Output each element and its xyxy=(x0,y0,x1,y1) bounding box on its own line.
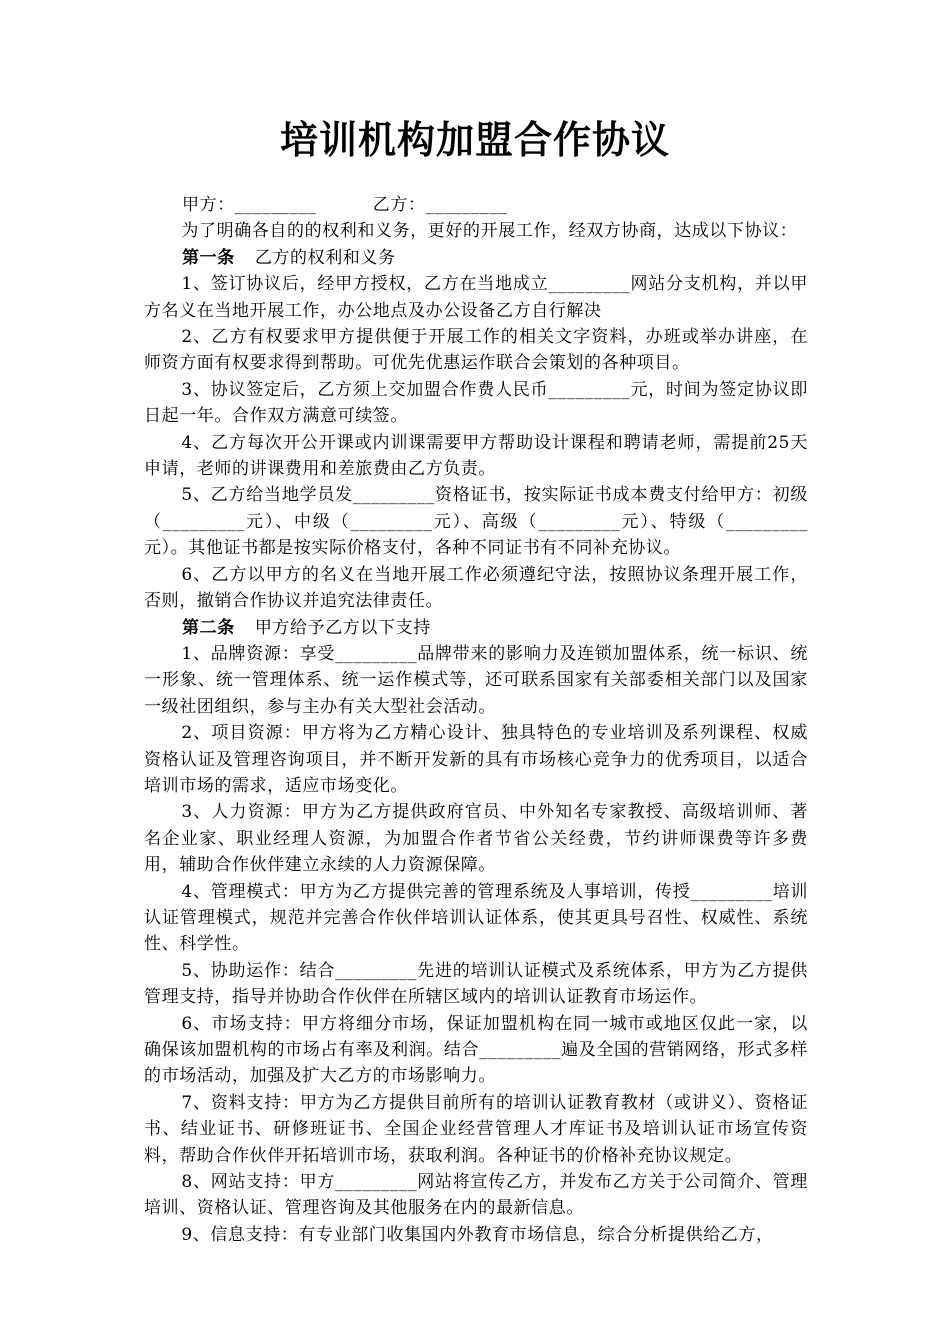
section-label: 第一条 xyxy=(182,247,235,268)
clause-paragraph: 4、管理模式：甲方为乙方提供完善的管理系统及人事培训，传授_________培训认证管理模式，规范并完善合作伙伴培训认证体系，使其更具号召性、权威性、系统性、科学性。 xyxy=(144,881,808,955)
section-heading-1 xyxy=(144,245,808,271)
document-title: 培训机构加盟合作协议 xyxy=(279,117,670,162)
clause-paragraph: 4、乙方每次开公开课或内训课需要甲方帮助设计课程和聘请老师，需提前25天申请，老师的讲课费用和差旅费由乙方负责。 xyxy=(144,432,808,480)
clause-paragraph: 2、乙方有权要求甲方提供便于开展工作的相关文字资料，办班或举办讲座，在师资方面有权要求得到帮助。可优先优惠运作联合会策划的各种项目。 xyxy=(144,327,808,374)
section-title: 乙方的权利和义务 xyxy=(254,247,396,268)
section-title: 甲方给予乙方以下支持 xyxy=(254,617,431,638)
clause-paragraph: 6、市场支持：甲方将细分市场，保证加盟机构在同一城市或地区仅此一家，以确保该加盟机构的市场占有率及利润。结合_________遍及全国的营销网络，形式多样的市场活动，加强及扩大乙方的市场影响力。 xyxy=(144,1013,808,1087)
clause-paragraph: 1、品牌资源：享受_________品牌带来的影响力及连锁加盟体系，统一标识、统一形象、统一管理体系、统一运作模式等，还可联系国家有关部委相关部门以及国家一级社团组织，参与主办有关大型社会活动。 xyxy=(144,643,808,717)
clause-paragraph: 5、乙方给当地学员发_________资格证书，按实际证书成本费支付给甲方：初级（_________元）、中级（_________元）、高级（_________元）、特级（_________元）。其他证书都是按实际价格支付，各种不同证书有不同补充协议。 xyxy=(144,485,808,559)
clause-paragraph: 8、网站支持：甲方_________网站将宣传乙方，并发布乙方关于公司简介、管理培训、资格认证、管理咨询及其他服务在内的最新信息。 xyxy=(144,1172,808,1219)
clause-paragraph: 2、项目资源：甲方将为乙方精心设计、独具特色的专业培训及系列课程、权威资格认证及管理咨询项目，并不断开发新的具有市场核心竞争力的优秀项目，以适合培训市场的需求，适应市场变化。 xyxy=(144,723,808,796)
clause-paragraph: 1、签订协议后，经甲方授权，乙方在当地成立_________网站分支机构，并以甲方名义在当地开展工作，办公地点及办公设备乙方自行解决 xyxy=(144,274,808,321)
section-heading-2 xyxy=(144,615,808,641)
party-b-field: 乙方：_________ xyxy=(372,195,508,215)
clause-paragraph: 5、协助运作：结合_________先进的培训认证模式及系统体系，甲方为乙方提供管理支持，指导并协助合作伙伴在所辖区域内的培训认证教育市场运作。 xyxy=(144,960,808,1008)
clause-paragraph: 9、信息支持：有专业部门收集国内外教育市场信息，综合分析提供给乙方， xyxy=(181,1224,774,1245)
parties-line xyxy=(144,192,808,218)
section-label: 第二条 xyxy=(182,617,235,638)
clause-paragraph: 3、协议签定后，乙方须上交加盟合作费人民币_________元，时间为签定协议即日起一年。合作双方满意可续签。 xyxy=(144,379,808,427)
clause-paragraph: 6、乙方以甲方的名义在当地开展工作必须遵纪守法，按照协议条理开展工作，否则，撤销合作协议并追究法律责任。 xyxy=(144,564,808,612)
intro-paragraph: 为了明确各自的的权利和义务，更好的开展工作，经双方协商，达成以下协议： xyxy=(181,221,798,242)
party-a-field: 甲方：_________ xyxy=(182,195,317,215)
clause-paragraph: 7、资料支持：甲方为乙方提供目前所有的培训认证教育教材（或讲义）、资格证书、结业证书、研修班证书、全国企业经营管理人才库证书及培训认证市场宣传资料，帮助合作伙伴开拓培训市场，获取利润。各种证书的价格补充协议规定。 xyxy=(144,1092,808,1166)
clause-paragraph: 3、人力资源：甲方为乙方提供政府官员、中外知名专家教授、高级培训师、著名企业家、职业经理人资源，为加盟合作者节省公关经费，节约讲师课费等许多费用，辅助合作伙伴建立永续的人力资源保障。 xyxy=(144,802,808,876)
document-body xyxy=(144,192,808,1248)
